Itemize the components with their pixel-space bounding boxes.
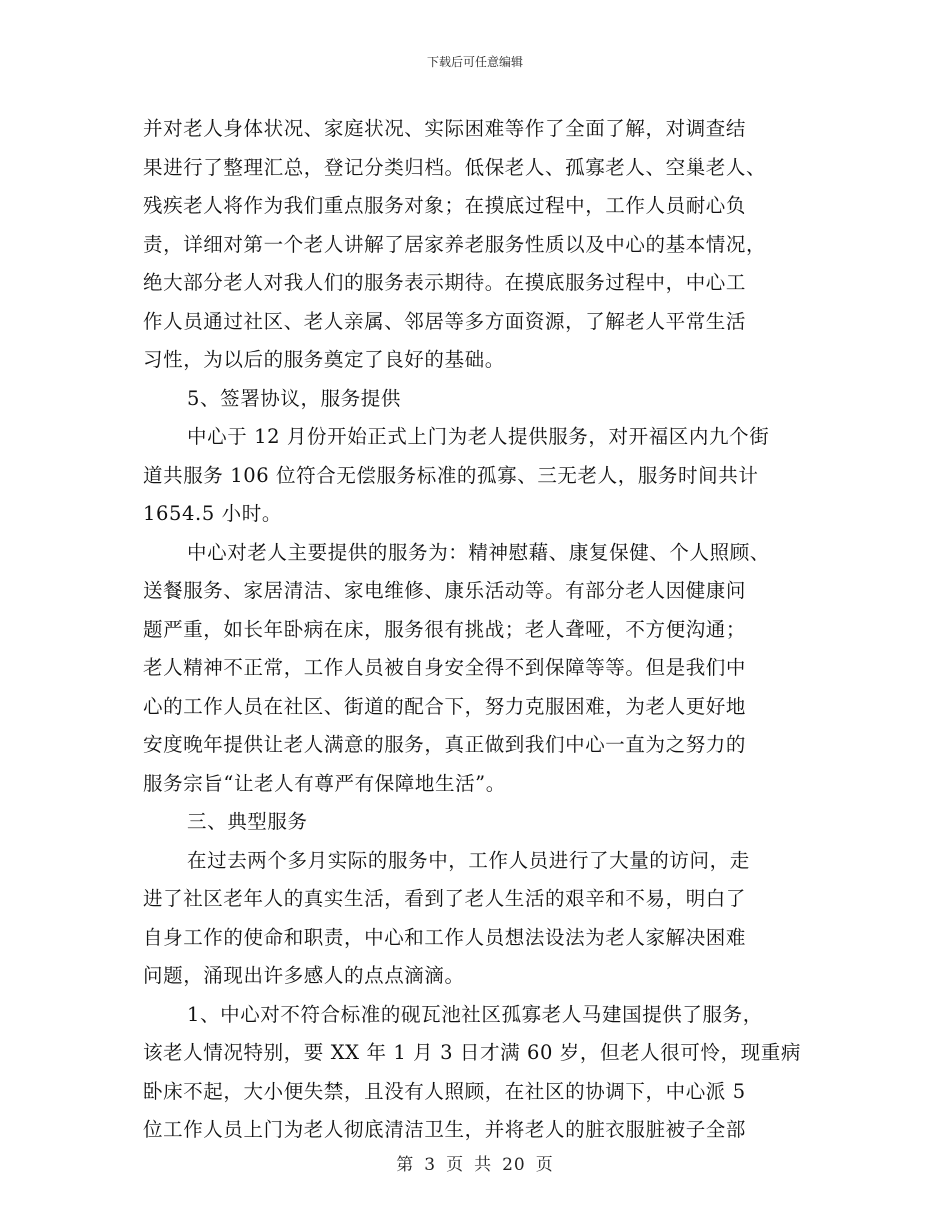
document-body [143,110,808,1150]
text-line: 作人员通过社区、老人亲属、邻居等多方面资源，了解老人平常生活 [143,309,747,333]
text-line: 卧床不起，大小便失禁，且没有人照顾，在社区的协调下，中心派 5 [143,1079,746,1103]
text-line: 送餐服务、家居清洁、家电维修、康乐活动等。有部分老人因健康问 [143,579,747,602]
text-line: 道共服务 106 位符合无偿服务标准的孤寡、三无老人，服务时间共计 [143,463,759,487]
text-line: 问题，涌现出许多感人的点点滴滴。 [143,964,465,987]
page-header [0,54,950,70]
text-line: 绝大部分老人对我人们的服务表示期待。在摸底服务过程中，中心工 [143,271,747,294]
header-text: 下载后可任意编辑 [426,55,523,69]
text-line: 果进行了整理汇总，登记分类归档。低保老人、孤寡老人、空巢老人、 [143,155,767,179]
text-line: 位工作人员上门为老人彻底清洁卫生，并将老人的脏衣服脏被子全部 [143,1118,747,1141]
section-heading: 5、签署协议，服务提供 [187,386,402,410]
page-footer [0,1154,950,1176]
text-line: 1、中心对不符合标准的砚瓦池社区孤寡老人马建国提供了服务， [187,1002,763,1026]
text-line: 习性，为以后的服务奠定了良好的基础。 [143,348,505,371]
text-line: 老人精神不正常，工作人员被自身安全得不到保障等等。但是我们中 [143,656,747,679]
text-line: 自身工作的使命和职责，中心和工作人员想法设法为老人家解决困难 [143,925,747,949]
text-line: 1654.5 小时。 [143,502,282,525]
text-line: 题严重，如长年卧病在床，服务很有挑战；老人聋哑，不方便沟通； [143,617,747,641]
text-line: 在过去两个多月实际的服务中，工作人员进行了大量的访问，走 [187,848,750,872]
total-label: 共 [474,1155,493,1175]
text-line: 中心于 12 月份开始正式上门为老人提供服务，对开福区内九个街 [187,425,770,448]
page-label-prefix: 第 [396,1155,415,1175]
section-heading: 三、典型服务 [187,810,308,833]
text-line: 心的工作人员在社区、街道的配合下，努力克服困难，为老人更好地 [143,694,747,718]
text-line: 服务宗旨“让老人有尊严有保障地生活”。 [143,771,506,795]
page-label-middle: 页 [446,1155,465,1175]
text-line: 并对老人身体状况、家庭状况、实际困难等作了全面了解，对调查结 [143,117,747,140]
text-line: 该老人情况特别，要 XX 年 1 月 3 日才满 60 岁，但老人很可怜，现重病 [143,1041,801,1064]
text-line: 中心对老人主要提供的服务为：精神慰藉、康复保健、个人照顾、 [187,540,770,564]
page-label-suffix: 页 [535,1155,554,1175]
text-line: 安度晚年提供让老人满意的服务，真正做到我们中心一直为之努力的 [143,733,747,756]
total-pages-number: 20 [502,1155,526,1175]
text-line: 残疾老人将作为我们重点服务对象；在摸底过程中，工作人员耐心负 [143,194,747,217]
text-line: 责，详细对第一个老人讲解了居家养老服务性质以及中心的基本情况， [143,232,767,256]
text-line: 进了社区老年人的真实生活，看到了老人生活的艰辛和不易，明白了 [143,887,747,910]
current-page-number: 3 [424,1155,437,1175]
